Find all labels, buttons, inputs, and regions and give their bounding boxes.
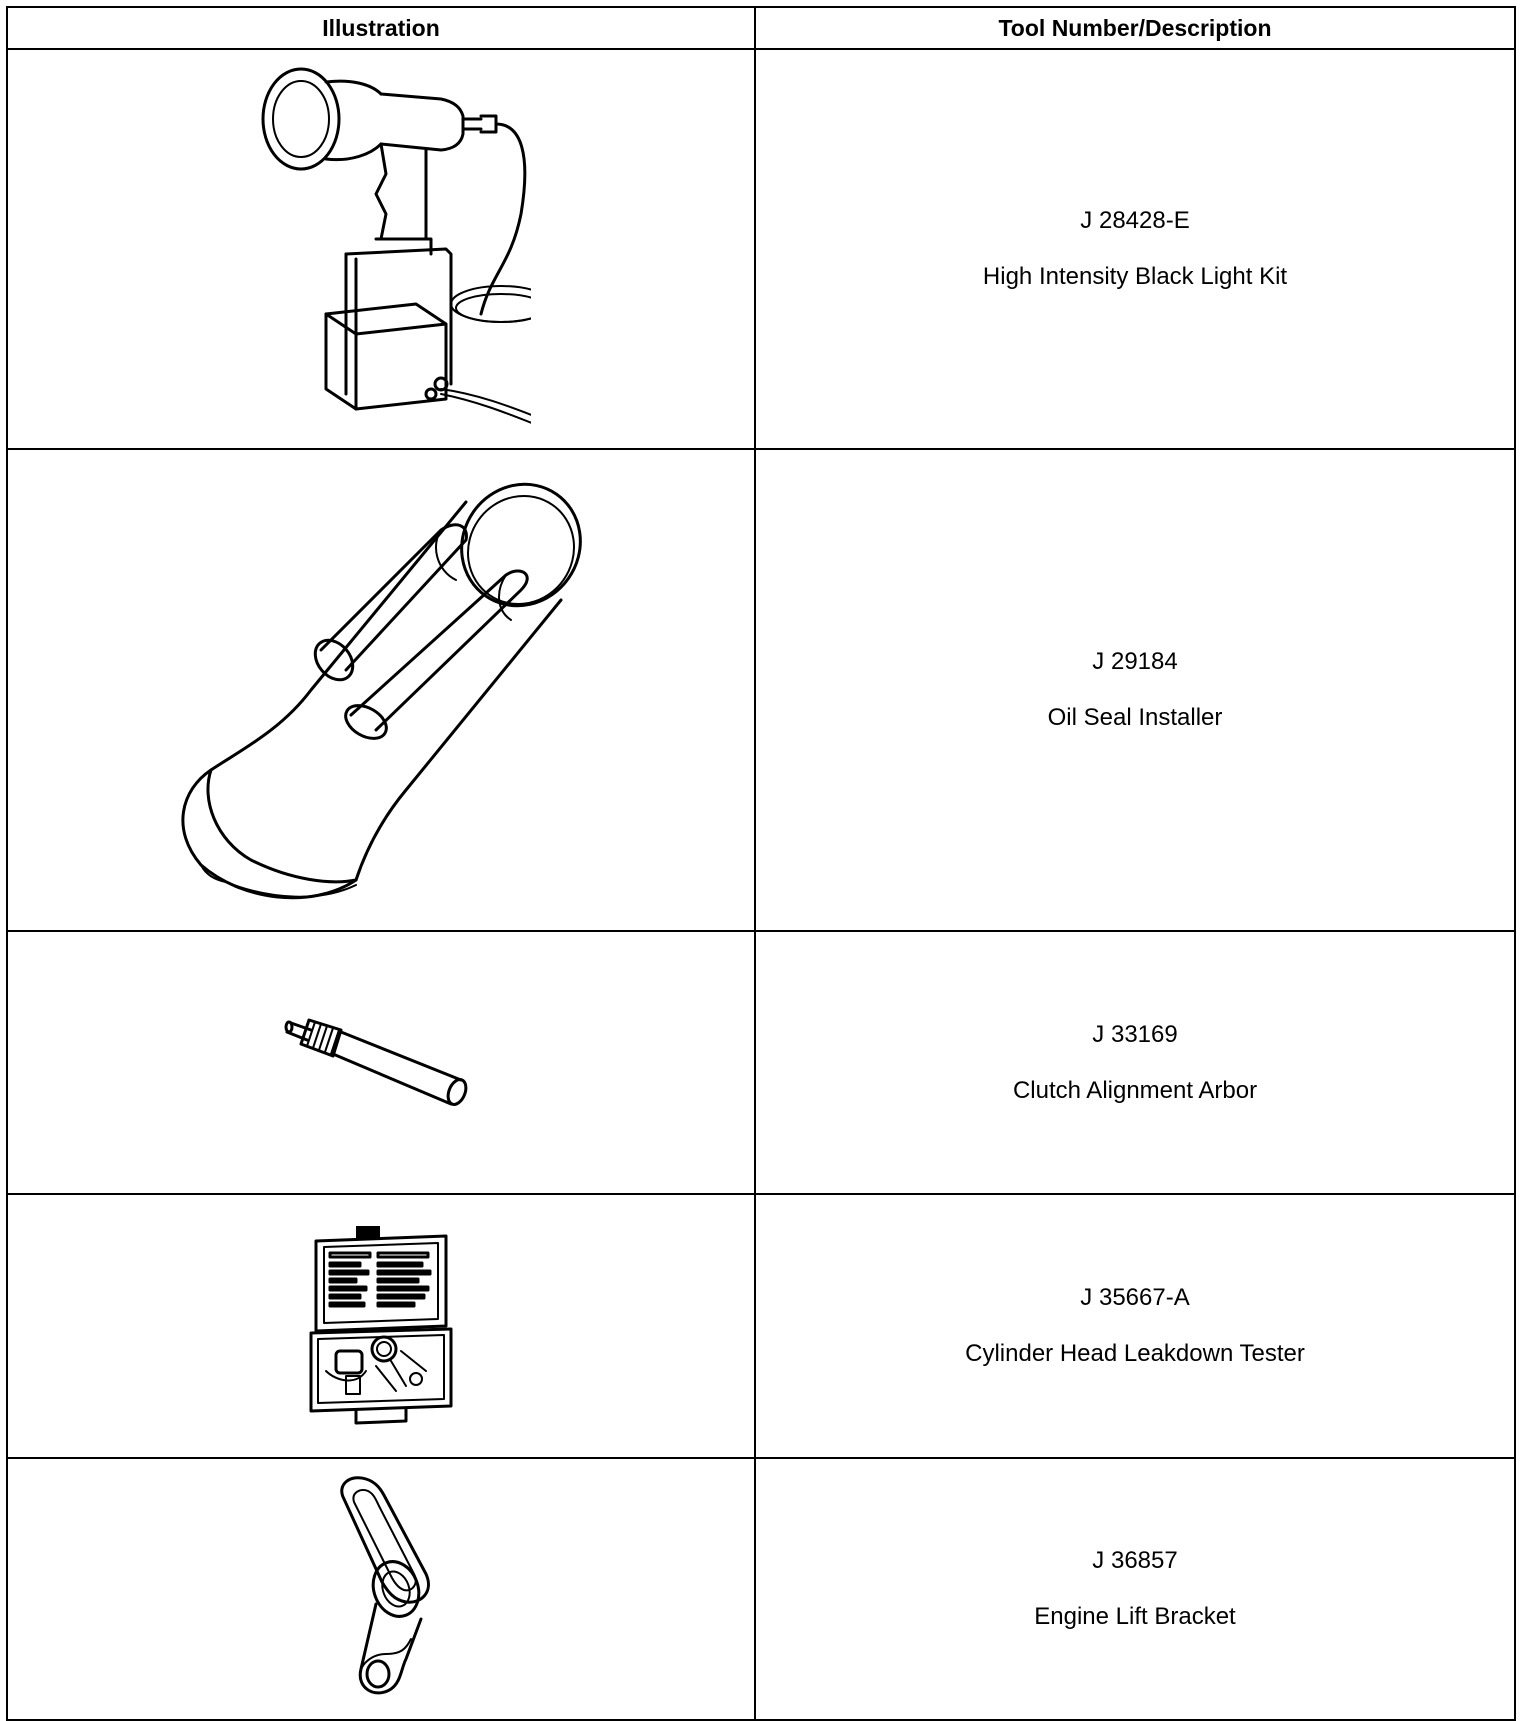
illustration-cell [7, 931, 755, 1194]
description-cell [755, 49, 1515, 449]
clutch-alignment-arbor-illustration [281, 1008, 481, 1118]
tool-number: J 36857 [1092, 1547, 1178, 1574]
tool-number: J 28428-E [1080, 207, 1190, 234]
header-tool-number-description: Tool Number/Description [755, 7, 1515, 49]
description-cell [755, 449, 1515, 931]
illustration-cell [7, 1194, 755, 1458]
illustration-cell [7, 1458, 755, 1720]
table-row [7, 449, 1515, 931]
table-row [7, 1458, 1515, 1720]
tool-description: Clutch Alignment Arbor [1012, 1076, 1258, 1104]
tool-number: J 35667-A [1080, 1284, 1190, 1311]
table-row [7, 931, 1515, 1194]
tool-number: J 29184 [1092, 648, 1178, 675]
tool-description: Cylinder Head Leakdown Tester [965, 1340, 1305, 1367]
engine-lift-bracket-illustration [316, 1474, 446, 1704]
leakdown-tester-case-illustration [306, 1221, 456, 1431]
oil-seal-installer-illustration [151, 470, 611, 910]
header-illustration: Illustration [7, 7, 755, 49]
description-cell [755, 931, 1515, 1194]
description-cell [755, 1194, 1515, 1458]
tool-description: High Intensity Black Light Kit [982, 263, 1288, 290]
tool-table [6, 6, 1516, 1721]
tool-description: Oil Seal Installer [1047, 704, 1223, 731]
black-light-kit-illustration [231, 64, 531, 434]
tool-description: Engine Lift Bracket [1034, 1603, 1236, 1630]
table-header-row [7, 7, 1515, 49]
illustration-cell [7, 49, 755, 449]
table-row [7, 1194, 1515, 1458]
table-row [7, 49, 1515, 449]
illustration-cell [7, 449, 755, 931]
description-cell [755, 1458, 1515, 1720]
tool-number: J 33169 [1092, 1020, 1178, 1048]
